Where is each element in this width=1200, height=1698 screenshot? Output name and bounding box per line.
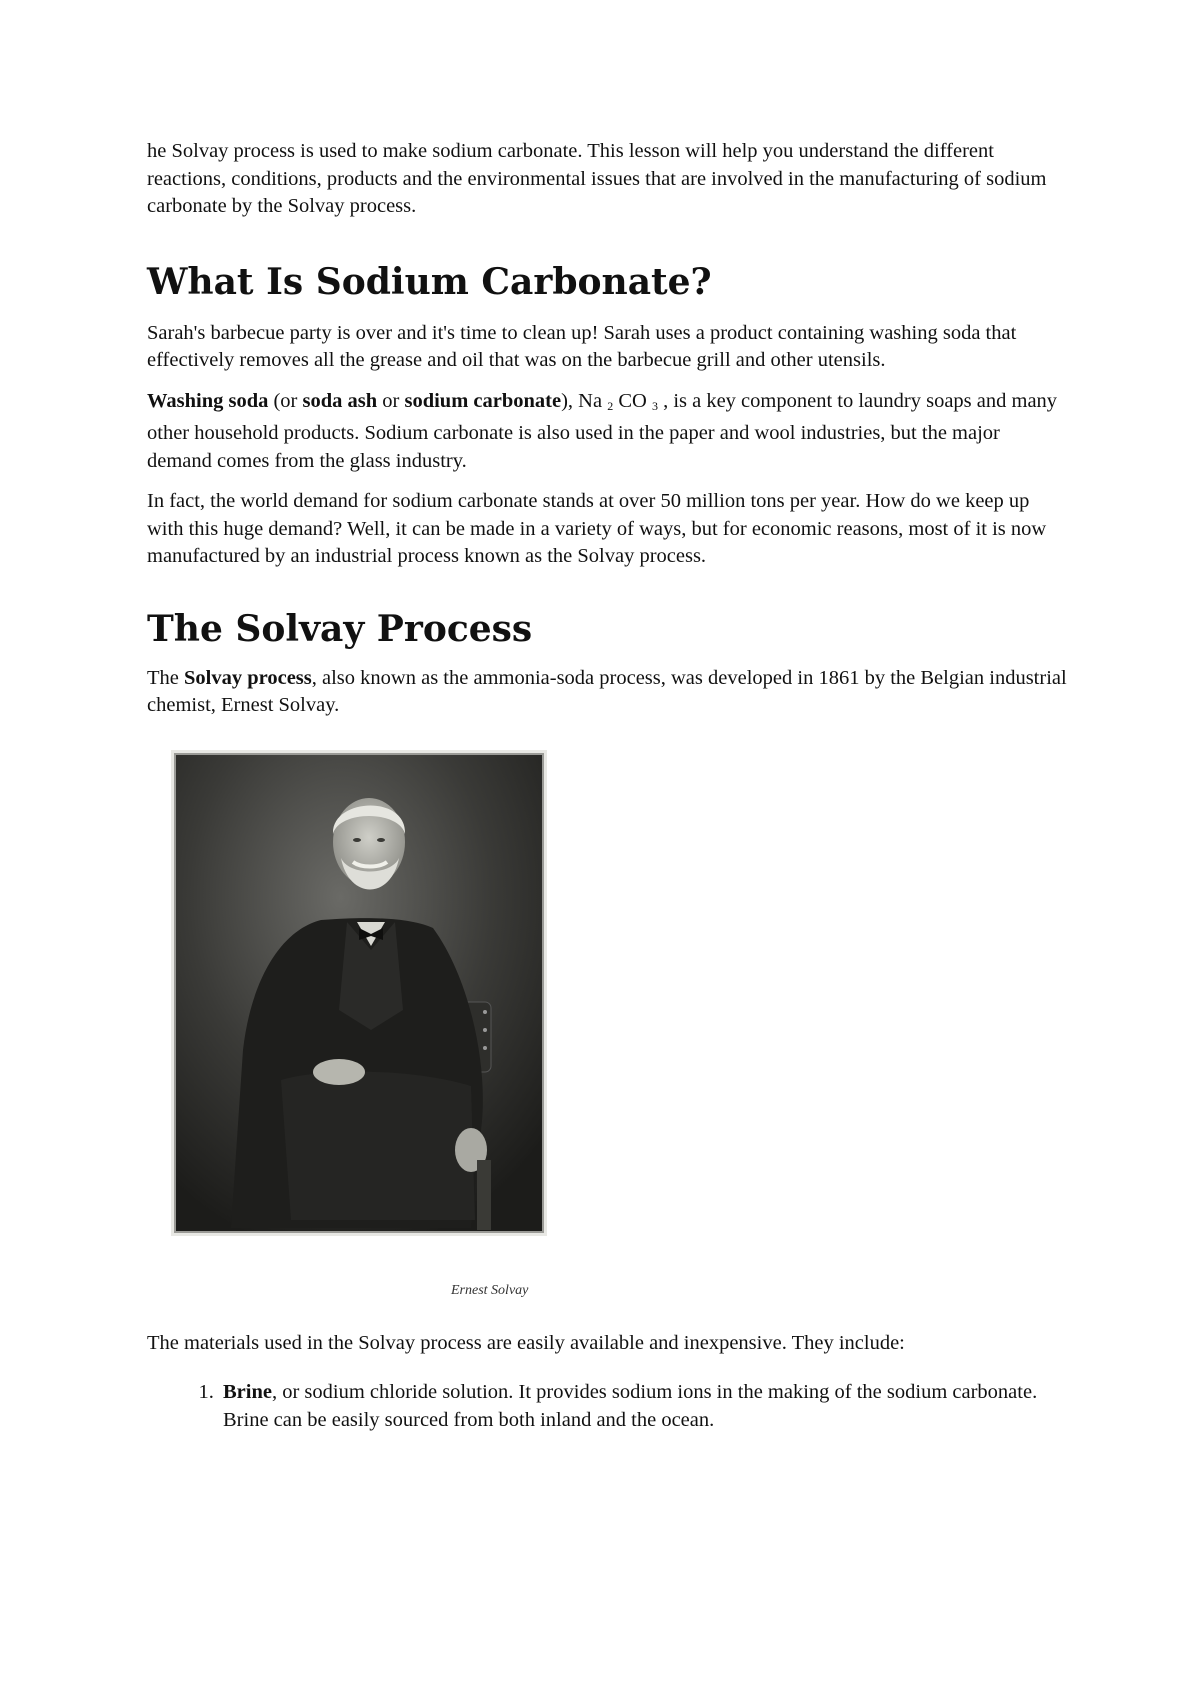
materials-list: [147, 1379, 1067, 1434]
list-item-text: , or sodium chloride solution. It provides sodium ions in the making of the sodium carbonate. Brine can be easily sourced from both inland and the ocean.: [223, 1381, 1038, 1431]
term-sodium-carbonate: sodium carbonate: [404, 389, 562, 412]
intro-paragraph: he Solvay process is used to make sodium carbonate. This lesson will help you understand the different reactions, conditions, products and the environmental issues that are involved in the manufacturing of sodium carbonate by the Solvay process.: [147, 140, 1047, 217]
document-page: [147, 138, 1067, 1434]
text-run: The: [147, 666, 184, 689]
text-run: (or: [268, 389, 303, 412]
paragraph-materials: The materials used in the Solvay process are easily available and inexpensive. They include:: [147, 1331, 905, 1354]
paragraph-washing-soda: [147, 388, 1067, 476]
text-run: or: [377, 389, 405, 412]
term-soda-ash: soda ash: [302, 389, 378, 412]
text-run: ), Na: [561, 389, 608, 412]
heading-what-is-sodium-carbonate: What Is Sodium Carbonate?: [147, 260, 712, 303]
portrait-image: [171, 750, 547, 1236]
text-run: , also known as the ammonia-soda process, was developed in 1861 by the Belgian industrial chemist, Ernest Solvay.: [147, 666, 1067, 716]
term-brine: Brine: [223, 1381, 272, 1403]
paragraph-world-demand: In fact, the world demand for sodium carbonate stands at over 50 million tons per year. How do we keep up with this huge demand? Well, it can be made in a variety of ways, but for economic reasons, most of it is now manufactured by an industrial process known as the Solvay process.: [147, 490, 1047, 567]
subscript: 3: [651, 398, 658, 413]
paragraph-barbecue: Sarah's barbecue party is over and it's time to clean up! Sarah uses a product containing washing soda that effectively removes all the grease and oil that was on the barbecue grill and other utensils.: [147, 321, 1017, 371]
figure-caption: Ernest Solvay: [451, 1282, 529, 1298]
term-washing-soda: Washing soda: [147, 389, 269, 412]
list-item: [219, 1379, 1067, 1434]
text-run: , is a key component to laundry soaps and many other household products. Sodium carbonate is also used in the paper and wool industries, but the major demand comes from the glass industry.: [147, 389, 1058, 472]
portrait-photo: [171, 750, 547, 1236]
term-solvay-process: Solvay process: [184, 666, 312, 689]
subscript: 2: [607, 398, 614, 413]
heading-solvay-process: The Solvay Process: [147, 607, 533, 650]
paragraph-solvay-intro: [147, 665, 1067, 720]
text-run: CO: [613, 389, 652, 412]
